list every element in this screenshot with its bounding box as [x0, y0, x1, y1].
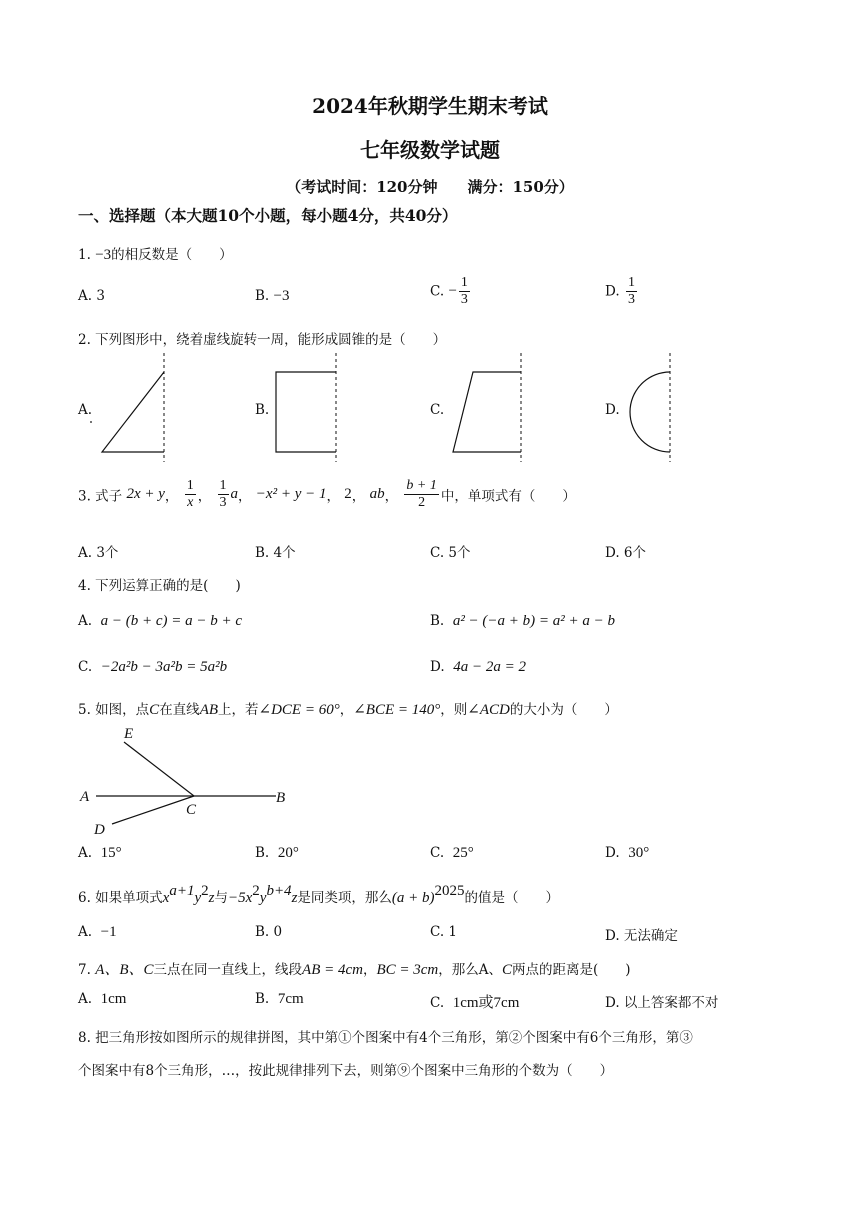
q3-option-b: B. 4个 [255, 545, 296, 561]
q6-option-c: C. 1 [430, 924, 458, 940]
q4-option-d: D. 4a − 2a = 2 [430, 659, 526, 675]
question-2: 2. 下列图形中，绕着虚线旋转一周，能形成圆锥的是（ ） [78, 332, 447, 348]
exam-title: 2024年秋期学生期末考试 [312, 94, 548, 118]
q3-option-a: A. 3个 [78, 545, 119, 561]
question-8-line-2: 个图案中有8个三角形，…，按此规律排列下去，则第⑨个图案中三角形的个数为（ ） [78, 1063, 614, 1079]
q7-option-d: D. 以上答案都不对 [605, 995, 719, 1011]
q1-option-d: D. $\frac{1}{3}$ [605, 275, 635, 308]
q1-text: 的相反数是（ ） [111, 247, 233, 263]
fraction: $\frac{1}{3}$ [627, 275, 635, 308]
label-d: D [94, 822, 105, 838]
question-4: 4. 下列运算正确的是( ) [78, 578, 241, 594]
figure-rectangle [270, 350, 350, 465]
question-6: 6. 如果单项式$x^{a+1}y^2z$与$-5x^2y^{b+4}z$是同类项，那么$(a + b)^{2025}$的值是（ ） [78, 883, 560, 906]
q1-option-b: B. −3 [255, 288, 290, 304]
q4-option-a: A. a − (b + c) = a − b + c [78, 613, 243, 629]
q4-option-b: B. a² − (−a + b) = a² + a − b [430, 613, 616, 629]
question-1 [78, 243, 233, 264]
q5-option-a: A. 15° [78, 845, 122, 861]
figure-trapezoid [445, 350, 535, 465]
q6-option-d: D. 无法确定 [605, 928, 678, 944]
section-heading: 一、选择题（本大题10个小题，每小题4分，共40分） [78, 206, 458, 225]
question-number: 1. [78, 247, 91, 263]
q2-label-b: B. [255, 402, 270, 418]
fraction: $\frac{1}{3}$ [219, 478, 227, 511]
question-7: 7. A、B、C三点在同一直线上，线段AB = 4cm，BC = 3cm，那么A、C两点的距离是( ) [78, 962, 631, 978]
q2-label-d: D. [605, 402, 620, 418]
q6-option-a: A. −1 [78, 924, 117, 940]
q4-option-c: C. −2a²b − 3a²b = 5a²b [78, 659, 228, 675]
q5-option-b: B. 20° [255, 845, 299, 861]
figure-angle-diagram [76, 718, 306, 843]
q7-option-a: A. 1cm [78, 991, 127, 1007]
q1-option-a: A. 3 [78, 288, 105, 304]
figure-triangle [88, 350, 178, 465]
q7-option-c: C. 1cm或7cm [430, 995, 520, 1011]
q6-option-b: B. 0 [255, 924, 283, 940]
figure-semicircle [620, 350, 690, 465]
exam-subtitle: 七年级数学试题 [360, 138, 500, 162]
q3-option-c: C. 5个 [430, 545, 471, 561]
label-c: C [186, 802, 197, 818]
label-a: A [80, 789, 90, 805]
question-8-line-1: 8. 把三角形按如图所示的规律拼图，其中第①个图案中有4个三角形，第②个图案中有6个三角形，第③ [78, 1030, 693, 1046]
fraction: $\frac{1}{3}$ [460, 275, 468, 308]
q2-label-c: C. [430, 402, 445, 418]
question-5: 5. 如图，点C在直线AB上，若∠DCE = 60°，∠BCE = 140°，则∠ACD的大小为（ ） [78, 702, 618, 718]
question-3: 3. 式子 2x + y， $\frac{1}{x}$ ， $\frac{1}{3}$ a， −x² + y − 1， 2， ab， $\frac{b + 1}{2}$ 中，单项式有（ ） [78, 478, 576, 511]
q1-option-c: C. − $\frac{1}{3}$ [430, 275, 468, 308]
fraction: $\frac{1}{x}$ [186, 478, 194, 511]
q3-option-d: D. 6个 [605, 545, 647, 561]
label-b: B [276, 790, 286, 806]
q1-expression: −3 [95, 247, 112, 263]
exam-info: （考试时间：120分钟 满分：150分） [286, 178, 574, 196]
q7-option-b: B. 7cm [255, 991, 304, 1007]
fraction: $\frac{b + 1}{2}$ [406, 478, 437, 511]
q5-option-c: C. 25° [430, 845, 474, 861]
q2-label-a: A. [78, 402, 93, 418]
label-e: E [124, 726, 134, 742]
q5-option-d: D. 30° [605, 845, 650, 861]
